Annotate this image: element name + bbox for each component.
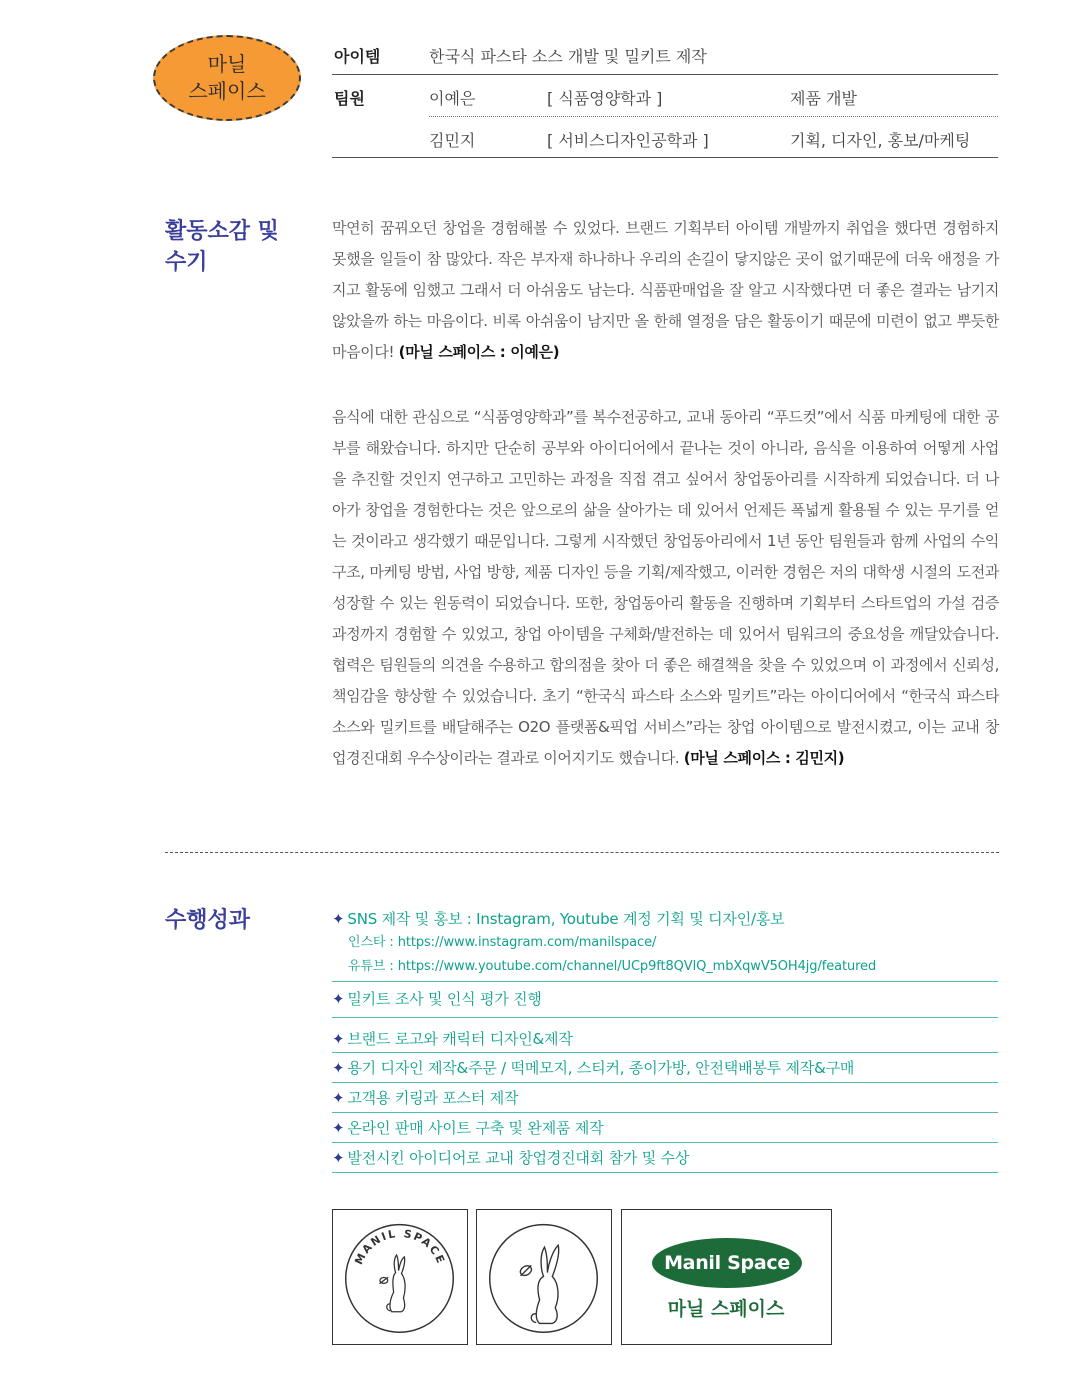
achievement-item [332, 1053, 998, 1083]
reflection-heading-line1: 활동소감 및 [165, 219, 279, 244]
star-icon: ✦ [332, 910, 345, 928]
star-icon: ✦ [332, 1089, 345, 1107]
star-icon: ✦ [332, 1119, 345, 1137]
achievement-text: 발전시킨 아이디어로 교내 창업경진대회 참가 및 수상 [347, 1149, 690, 1167]
section-divider [165, 852, 999, 853]
circle-logo-text: MANIL SPACE [352, 1226, 448, 1267]
team-name-line2: 스페이스 [188, 79, 266, 103]
table-bottom-rule [332, 157, 998, 158]
essay-signature: (마닐 스페이스 : 이예은) [398, 343, 560, 361]
item-label: 아이템 [334, 47, 381, 66]
essay-paragraph: 막연히 꿈꿔오던 창업을 경험해볼 수 있었다. 브랜드 기획부터 아이템 개발까지 취업을 했다면 경험하지 못했을 일들이 참 많았다. 작은 부자재 하나하나 우리의 손길이 닿지않은 곳이 없기때문에 더욱 애정을 가지고 활동에 임했고 그래서 더 아쉬움도 남는다. 식품판매업을 잘 알고 시작했다면 더 좋은 결과는 남기지 않았을까 하는 마음이다. 비록 아쉬움이 남지만 올 한해 열정을 담은 활동이기 때문에 미련이 없고 뿌듯한 마음이다! [332, 219, 999, 361]
rabbit-icon [380, 1255, 405, 1312]
member-row [332, 80, 998, 116]
achievements-heading: 수행성과 [165, 908, 251, 933]
circle-logo-rabbit [477, 1210, 610, 1343]
info-table [332, 38, 998, 158]
achievement-item [332, 1143, 998, 1173]
reflection-essay-2 [332, 402, 999, 774]
reflection-essay-1 [332, 213, 999, 368]
star-icon: ✦ [332, 990, 345, 1008]
member-name: 이예은 [429, 89, 476, 108]
youtube-link[interactable]: 유튜브 : https://www.youtube.com/channel/UCp9ft8QVlQ_mbXqwV5OH4jg/featured [348, 959, 877, 974]
member-dept: [ 식품영양학과 ] [547, 89, 663, 108]
brand-name-en: Manil Space [664, 1252, 790, 1274]
achievements-list [332, 907, 998, 1173]
circle-logo-with-text [333, 1210, 466, 1343]
member-name: 김민지 [429, 131, 476, 150]
table-divider [332, 74, 998, 75]
member-dept: [ 서비스디자인공학과 ] [547, 131, 709, 150]
member-row [332, 122, 998, 158]
rabbit-icon [519, 1245, 559, 1323]
essay-signature: (마닐 스페이스 : 김민지) [683, 749, 845, 767]
logo-wordmark [621, 1209, 832, 1345]
team-name-line1: 마닐 [207, 52, 247, 76]
achievement-item [332, 1083, 998, 1113]
logo-circle-text [332, 1209, 468, 1345]
achievement-text: 고객용 키링과 포스터 제작 [347, 1089, 519, 1107]
item-row [332, 38, 998, 74]
item-value: 한국식 파스타 소스 개발 및 밀키트 제작 [429, 47, 707, 66]
achievement-text: 용기 디자인 제작&주문 / 떡메모지, 스티커, 종이가방, 안전택배봉투 제작&구매 [347, 1059, 855, 1077]
achievement-text: SNS 제작 및 홍보 : Instagram, Youtube 계정 기획 및 디자인/홍보 [347, 910, 785, 928]
table-dotted-divider [429, 116, 998, 117]
logo-circle-rabbit [476, 1209, 612, 1345]
member-role: 기획, 디자인, 홍보/마케팅 [790, 131, 971, 150]
brand-name-ko: 마닐 스페이스 [667, 1298, 785, 1320]
achievement-item [332, 1113, 998, 1143]
member-role: 제품 개발 [790, 89, 857, 108]
members-label: 팀원 [334, 89, 365, 108]
achievement-text: 온라인 판매 사이트 구축 및 완제품 제작 [347, 1119, 604, 1137]
achievement-item [332, 907, 998, 982]
star-icon: ✦ [332, 1059, 345, 1077]
achievement-text: 밀키트 조사 및 인식 평가 진행 [347, 990, 542, 1008]
reflection-heading-line2: 수기 [165, 250, 208, 275]
achievement-text: 브랜드 로고와 캐릭터 디자인&제작 [347, 1030, 573, 1048]
team-badge [153, 35, 301, 121]
essay-paragraph: 음식에 대한 관심으로 “식품영양학과”를 복수전공하고, 교내 동아리 “푸드컷”에서 식품 마케팅에 대한 공부를 해왔습니다. 하지만 단순히 공부와 아이디어에서 끝나는 것이 아니라, 음식을 이용하여 어떻게 사업을 추진할 것인지 연구하고 고민하는 과정을 직접 겪고 싶어서 창업동아리를 시작하게 되었습니다. 더 나아가 창업을 경험한다는 것은 앞으로의 삶을 살아가는 데 있어서 언제든 폭넓게 활용될 수 있는 무기를 얻는 것이라고 생각했기 때문입니다. 그렇게 시작했던 창업동아리에서 1년 동안 팀원들과 함께 사업의 수익구조, 마케팅 방법, 사업 방향, 제품 디자인 등을 기획/제작했고, 이러한 경험은 저의 대학생 시절의 도전과 성장할 수 있는 원동력이 되었습니다. 또한, 창업동아리 활동을 진행하며 기획부터 스타트업의 가설 검증과정까지 경험할 수 있었고, 창업 아이템을 구체화/발전하는 데 있어서 팀워크의 중요성을 깨달았습니다. 협력은 팀원들의 의견을 수용하고 합의점을 찾아 더 좋은 해결책을 찾을 수 있었으며 이 과정에서 신뢰성, 책임감을 향상할 수 있었습니다. 초기 “한국식 파스타 소스와 밀키트”라는 아이디어에서 “한국식 파스타 소스와 밀키트를 배달해주는 O2O 플랫폼&픽업 서비스”라는 창업 아이템으로 발전시켰고, 이는 교내 창업경진대회 우수상이라는 결과로 이어지기도 했습니다. [332, 408, 999, 767]
star-icon: ✦ [332, 1149, 345, 1167]
svg-text:MANIL SPACE [352, 1227, 448, 1267]
achievement-item [332, 1018, 998, 1053]
reflection-heading [165, 216, 279, 278]
brand-ellipse [652, 1238, 802, 1288]
achievement-item [332, 982, 998, 1018]
instagram-link[interactable]: 인스타 : https://www.instagram.com/manilspace/ [348, 935, 657, 950]
star-icon: ✦ [332, 1030, 345, 1048]
